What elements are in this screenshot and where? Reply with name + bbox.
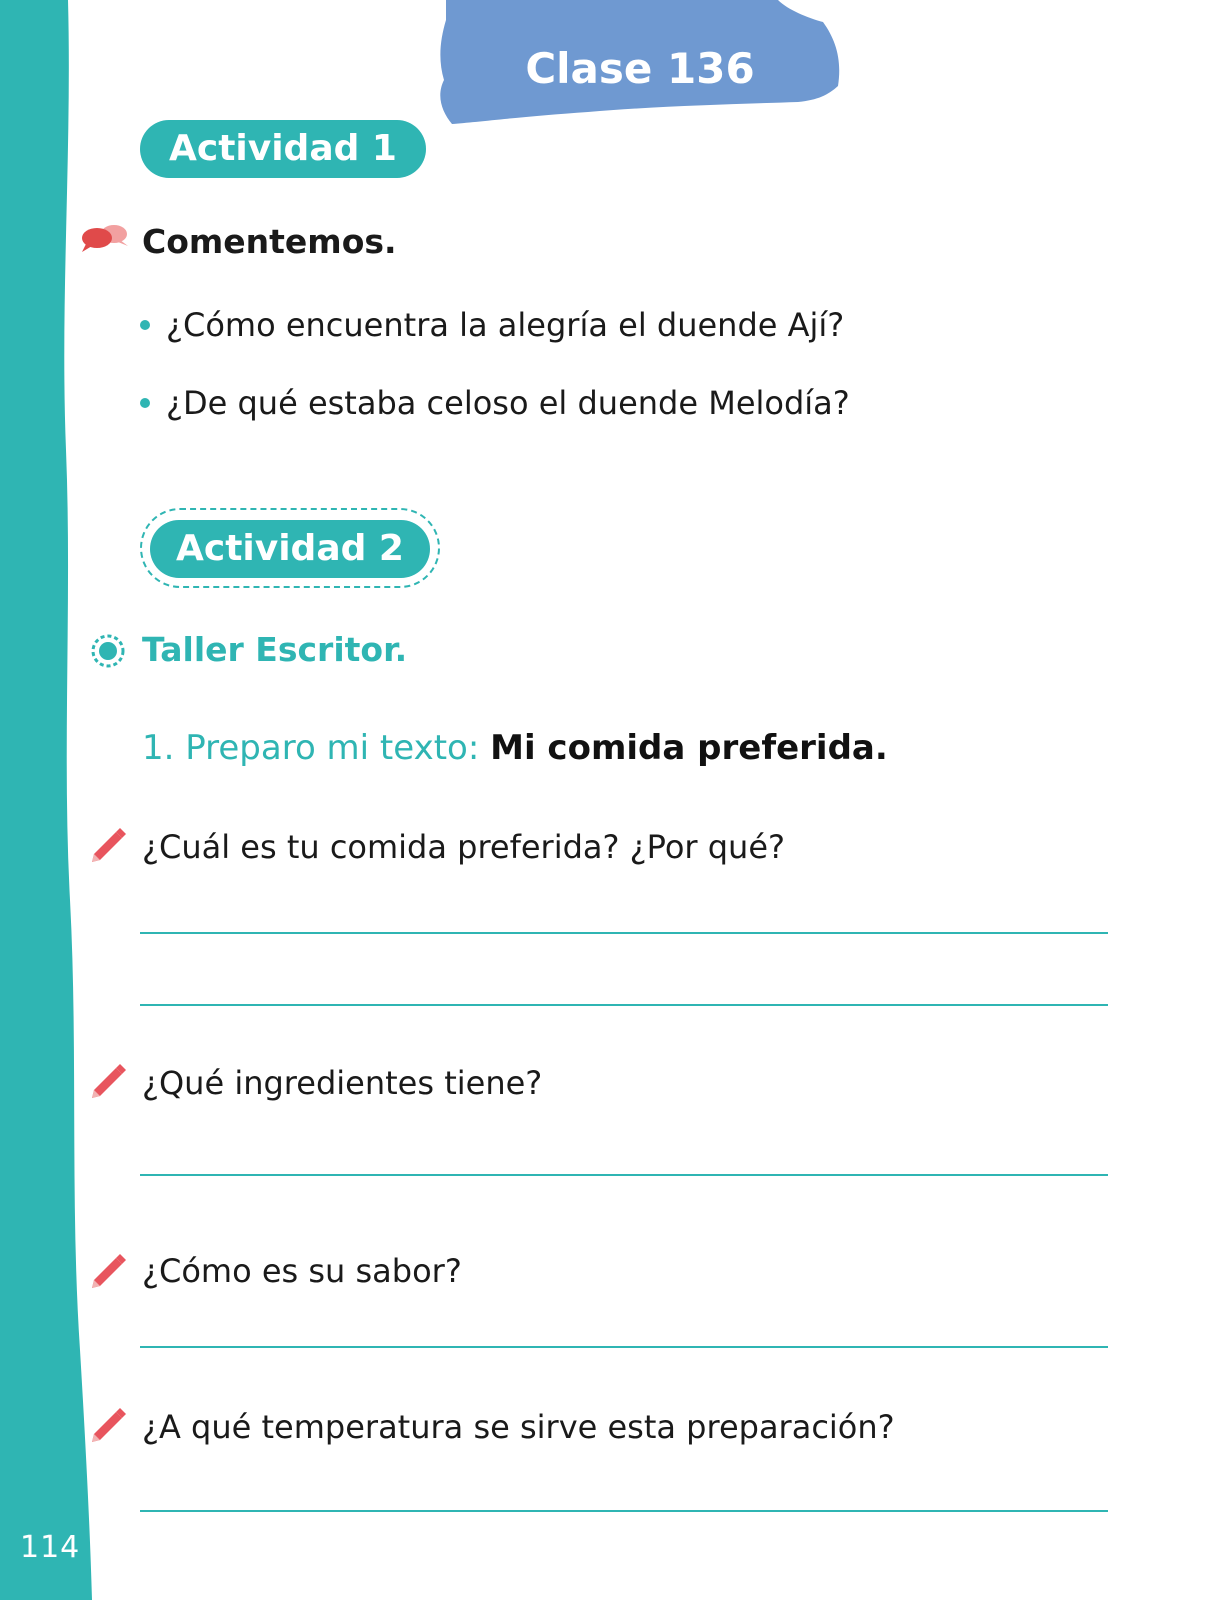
bullet-icon <box>140 398 150 408</box>
answer-line[interactable] <box>140 1004 1108 1006</box>
activity1-badge: Actividad 1 <box>140 120 426 178</box>
activity1-question-list <box>140 305 850 461</box>
clase-title: Clase 136 <box>525 44 755 93</box>
answer-line[interactable] <box>140 1510 1108 1512</box>
sidebar-wave <box>0 0 92 1600</box>
list-item <box>140 305 850 383</box>
pencil-icon <box>88 1402 128 1442</box>
pencil-icon <box>88 1058 128 1098</box>
bullet-icon <box>140 320 150 330</box>
list-item <box>140 383 850 461</box>
pencil-icon <box>88 822 128 862</box>
answer-line[interactable] <box>140 1174 1108 1176</box>
step-label: 1. Preparo mi texto: <box>142 728 480 768</box>
speech-bubbles-icon <box>80 222 130 254</box>
writing-question: ¿Cuál es tu comida preferida? ¿Por qué? <box>142 828 785 866</box>
page-number: 114 <box>20 1530 81 1565</box>
comentemos-heading: Comentemos. <box>142 222 397 261</box>
question-text: ¿Cómo encuentra la alegría el duende Ají? <box>166 306 845 344</box>
question-text: ¿De qué estaba celoso el duende Melodía? <box>166 384 850 422</box>
target-circle-icon <box>90 633 126 669</box>
taller-escritor-heading: Taller Escritor. <box>142 630 408 669</box>
step-title: Mi comida preferida. <box>490 728 888 768</box>
answer-line[interactable] <box>140 932 1108 934</box>
answer-line[interactable] <box>140 1346 1108 1348</box>
writing-question: ¿Cómo es su sabor? <box>142 1252 462 1290</box>
writing-question: ¿Qué ingredientes tiene? <box>142 1064 543 1102</box>
writing-question: ¿A qué temperatura se sirve esta preparación? <box>142 1408 895 1446</box>
activity2-badge: Actividad 2 <box>150 520 430 578</box>
step-heading <box>142 728 888 768</box>
pencil-icon <box>88 1248 128 1288</box>
